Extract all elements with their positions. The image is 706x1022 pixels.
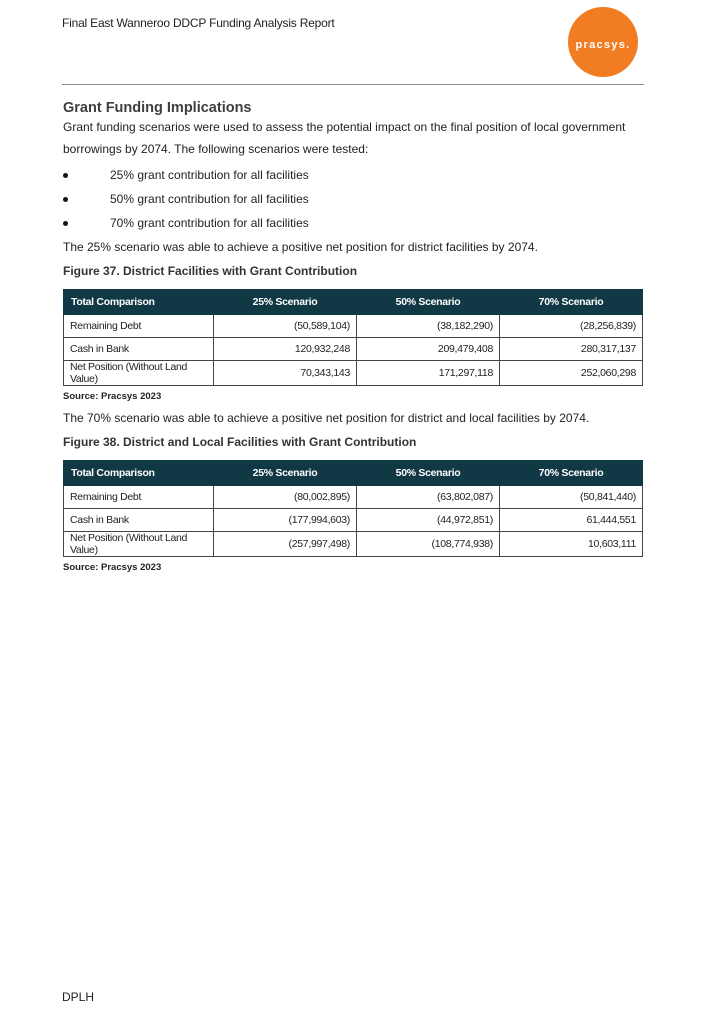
table-cell: 280,317,137	[500, 338, 643, 361]
column-header: 70% Scenario	[500, 461, 643, 486]
column-header: 25% Scenario	[214, 290, 357, 315]
table-cell: (108,774,938)	[357, 532, 500, 557]
table-row	[64, 361, 643, 386]
column-header: Total Comparison	[64, 461, 214, 486]
table-row	[64, 486, 643, 509]
column-header: 25% Scenario	[214, 461, 357, 486]
list-item: 70% grant contribution for all facilities	[63, 211, 643, 235]
bullet-icon	[63, 221, 68, 226]
row-label: Net Position (Without Land Value)	[64, 532, 214, 557]
paragraph-70-scenario: The 70% scenario was able to achieve a positive net position for district and local facilities by 2074.	[63, 411, 590, 425]
figure-37-table	[63, 289, 643, 386]
figure-38-table	[63, 460, 643, 557]
scenario-list	[63, 163, 643, 235]
row-label: Net Position (Without Land Value)	[64, 361, 214, 386]
table-header-row	[64, 290, 643, 315]
header-divider	[62, 84, 644, 85]
table-cell: (257,997,498)	[214, 532, 357, 557]
table-cell: (50,841,440)	[500, 486, 643, 509]
list-item: 50% grant contribution for all facilities	[63, 187, 643, 211]
table-cell: 61,444,551	[500, 509, 643, 532]
intro-paragraph: Grant funding scenarios were used to assess the potential impact on the final position of local government borrowings by 2074. The following scenarios were tested:	[63, 120, 626, 156]
table-cell: (80,002,895)	[214, 486, 357, 509]
footer-text: DPLH	[62, 990, 95, 1004]
row-label: Remaining Debt	[64, 486, 214, 509]
table-cell: (50,589,104)	[214, 315, 357, 338]
row-label: Cash in Bank	[64, 509, 214, 532]
table-cell: (177,994,603)	[214, 509, 357, 532]
table-cell: (38,182,290)	[357, 315, 500, 338]
table-cell: 209,479,408	[357, 338, 500, 361]
main-content	[63, 100, 643, 573]
row-label: Cash in Bank	[64, 338, 214, 361]
figure-38-title: Figure 38. District and Local Facilities with Grant Contribution	[63, 435, 417, 449]
table-row	[64, 338, 643, 361]
figure-37-source: Source: Pracsys 2023	[63, 391, 162, 402]
section-heading: Grant Funding Implications	[63, 100, 252, 116]
table-cell: 120,932,248	[214, 338, 357, 361]
column-header: 70% Scenario	[500, 290, 643, 315]
table-cell: (44,972,851)	[357, 509, 500, 532]
row-label: Remaining Debt	[64, 315, 214, 338]
figure-38-source: Source: Pracsys 2023	[63, 562, 162, 573]
list-item: 25% grant contribution for all facilities	[63, 163, 643, 187]
table-row	[64, 509, 643, 532]
table-row	[64, 532, 643, 557]
column-header: 50% Scenario	[357, 290, 500, 315]
table-cell: 171,297,118	[357, 361, 500, 386]
table-header-row	[64, 461, 643, 486]
table-cell: 10,603,111	[500, 532, 643, 557]
bullet-icon	[63, 173, 68, 178]
table-cell: (28,256,839)	[500, 315, 643, 338]
logo-text: pracsys.	[575, 39, 631, 51]
table-cell: 252,060,298	[500, 361, 643, 386]
table-row	[64, 315, 643, 338]
column-header: 50% Scenario	[357, 461, 500, 486]
table-cell: (63,802,087)	[357, 486, 500, 509]
paragraph-25-scenario: The 25% scenario was able to achieve a positive net position for district facilities by 2074.	[63, 240, 538, 254]
report-header-title: Final East Wanneroo DDCP Funding Analysis Report	[62, 16, 335, 30]
bullet-icon	[63, 197, 68, 202]
figure-37-title: Figure 37. District Facilities with Grant Contribution	[63, 264, 358, 278]
column-header: Total Comparison	[64, 290, 214, 315]
table-cell: 70,343,143	[214, 361, 357, 386]
pracsys-logo	[568, 7, 638, 77]
